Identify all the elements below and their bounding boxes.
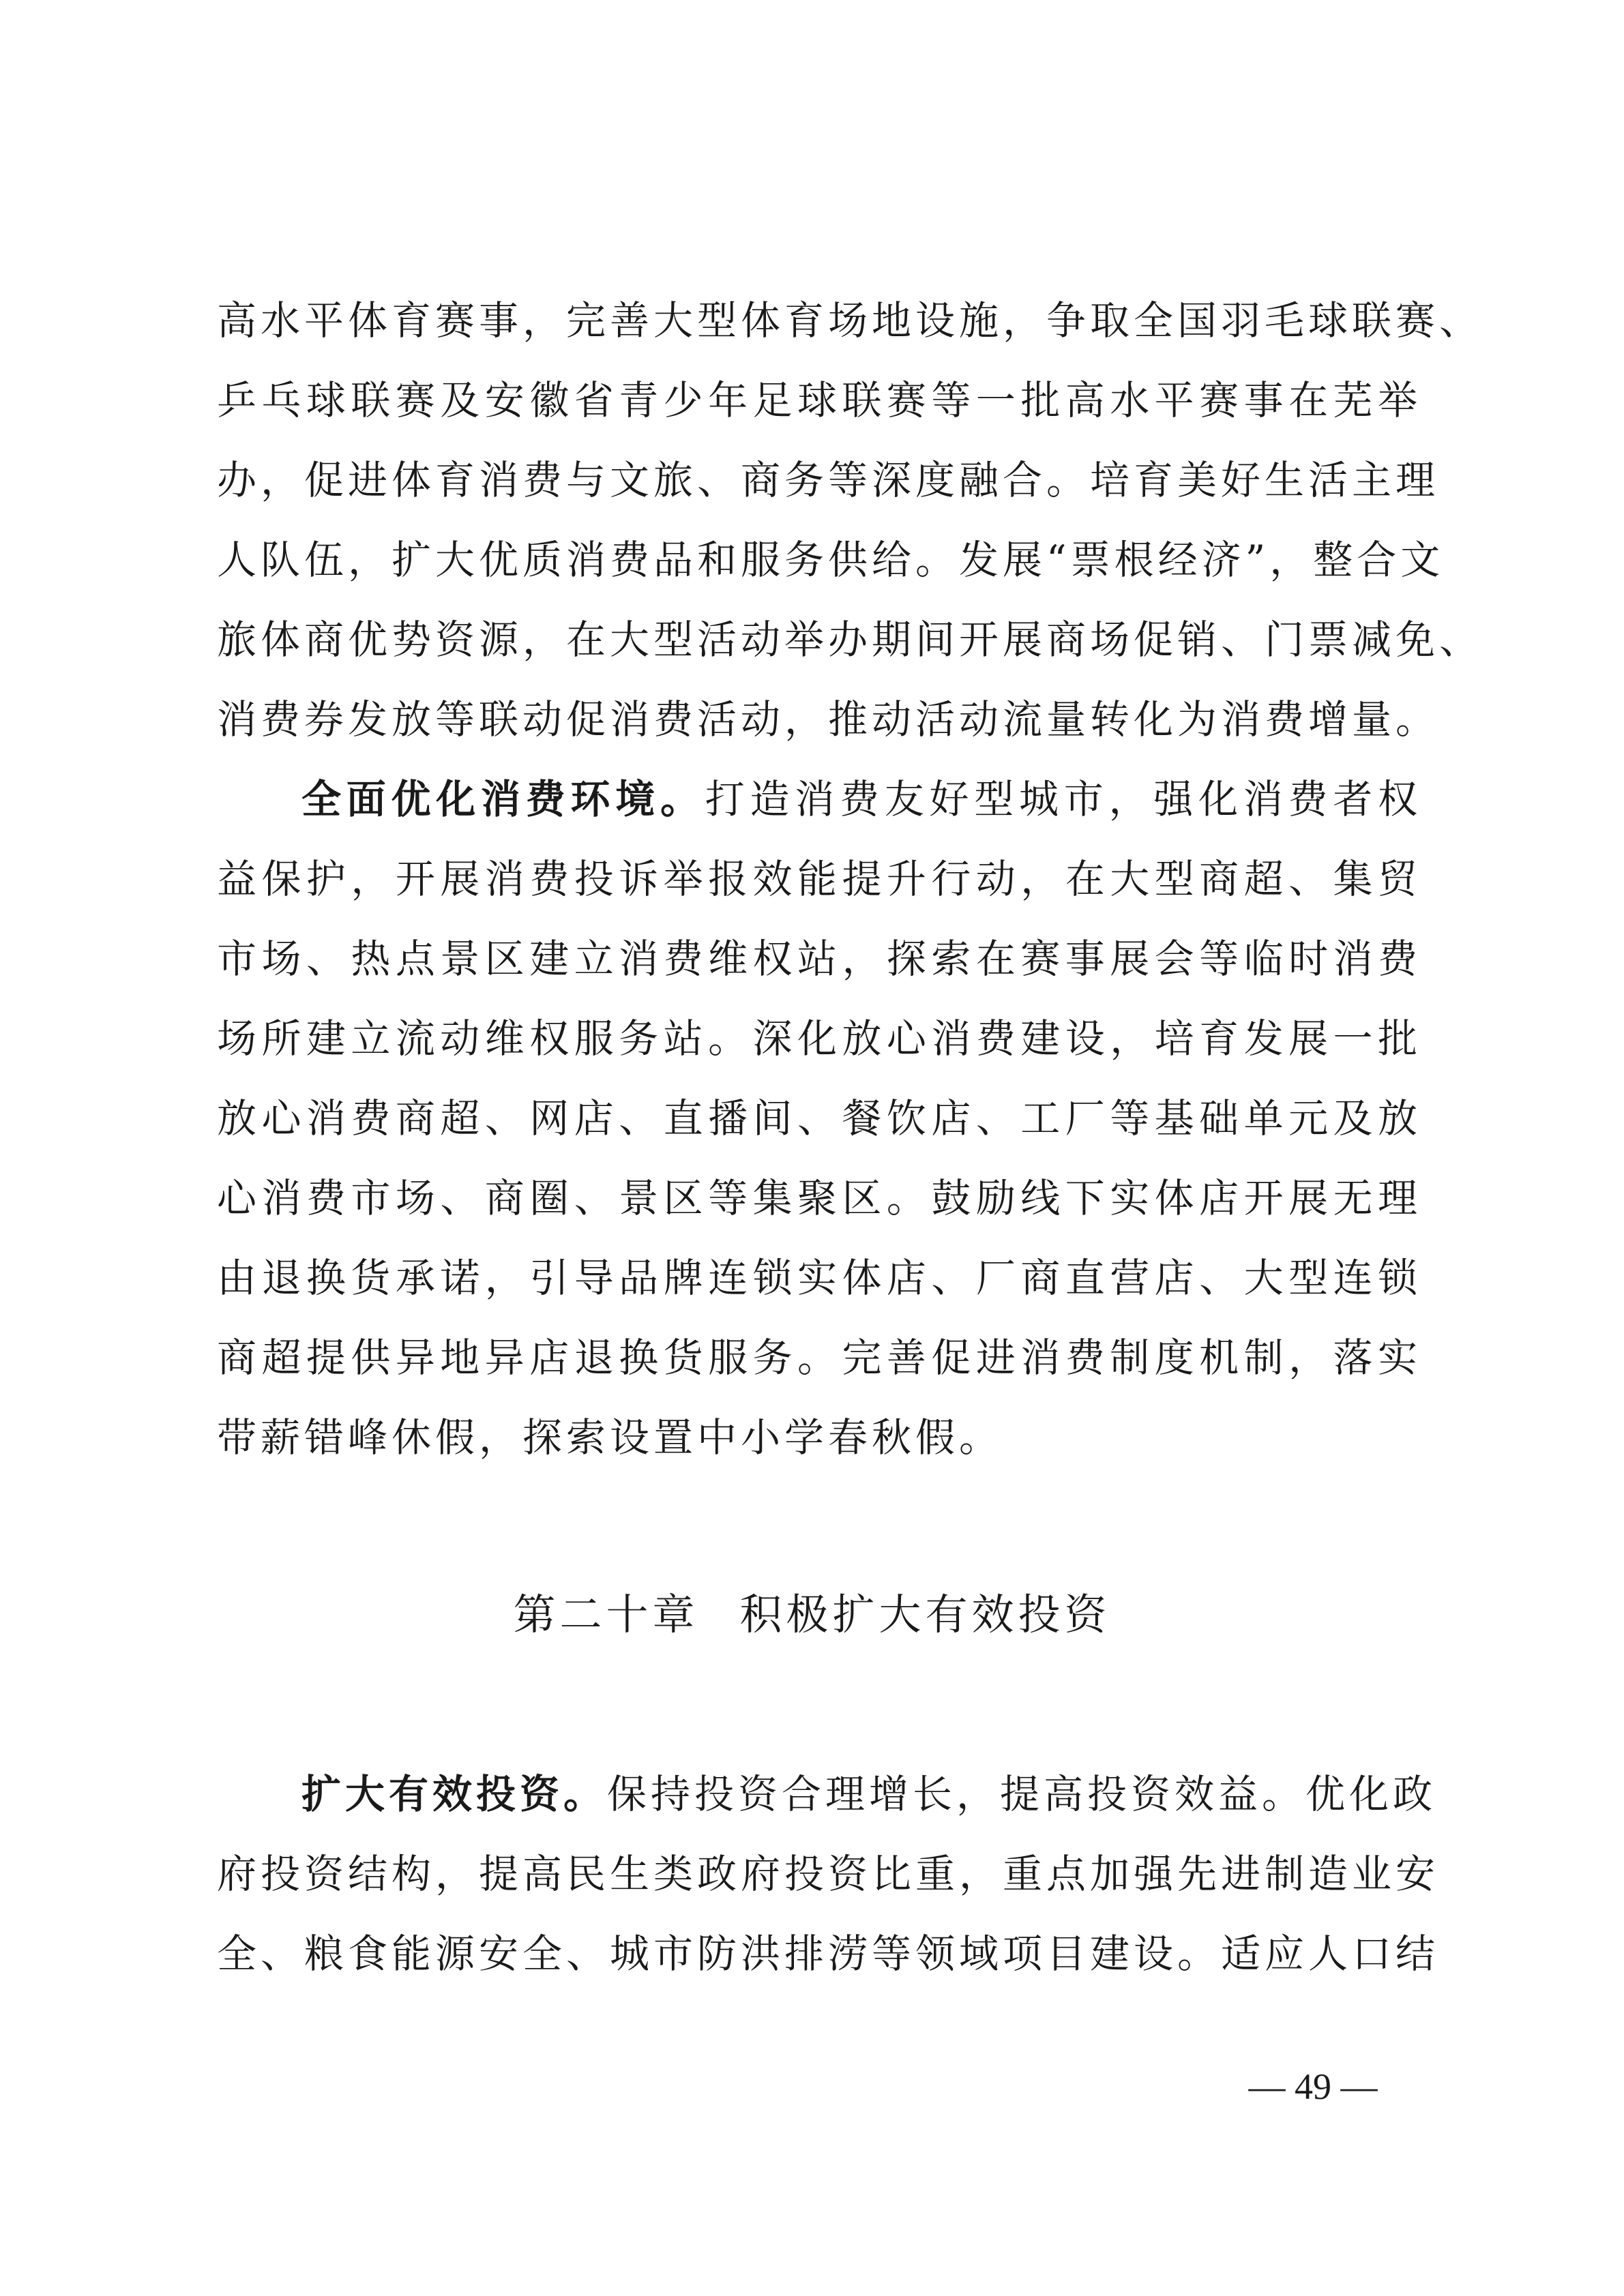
chapter-heading xyxy=(0,1584,1624,1645)
body-line: 消费券发放等联动促消费活动，推动活动流量转化为消费增量。 xyxy=(217,696,1440,743)
body-text-bottom xyxy=(217,1755,1440,1994)
body-line: 心消费市场、商圈、景区等集聚区。鼓励线下实体店开展无理 xyxy=(217,1175,1421,1221)
body-line: 高水平体育赛事，完善大型体育场地设施，争取全国羽毛球联赛、 xyxy=(217,297,1483,344)
paragraph-first-line xyxy=(217,1755,1437,1834)
body-line: 办，促进体育消费与文旅、商务等深度融合。培育美好生活主理 xyxy=(217,457,1440,503)
page-number: — 49 — xyxy=(1248,2066,1378,2107)
body-line: 益保护，开展消费投诉举报效能提升行动，在大型商超、集贸 xyxy=(217,856,1421,902)
body-line: 场所建立流动维权服务站。深化放心消费建设，培育发展一批 xyxy=(217,1015,1421,1062)
body-line: 旅体商优势资源，在大型活动举办期间开展商场促销、门票减免、 xyxy=(217,616,1483,663)
body-line: 府投资结构，提高民生类政府投资比重，重点加强先进制造业安 xyxy=(217,1851,1440,1897)
paragraph-first-line xyxy=(217,760,1421,839)
body-line: 带薪错峰休假，探索设置中小学春秋假。 xyxy=(217,1414,1003,1461)
paragraph-lead-heading: 扩大有效投资。 xyxy=(301,1771,608,1817)
body-line: 由退换货承诺，引导品牌连锁实体店、厂商直营店、大型连锁 xyxy=(217,1255,1421,1301)
body-line: 放心消费商超、网店、直播间、餐饮店、工厂等基础单元及放 xyxy=(217,1095,1421,1142)
body-line: 乒乓球联赛及安徽省青少年足球联赛等一批高水平赛事在芜举 xyxy=(217,377,1421,423)
body-line: 全、粮食能源安全、城市防洪排涝等领域项目建设。适应人口结 xyxy=(217,1930,1440,1977)
body-line: 人队伍，扩大优质消费品和服务供给。发展“票根经济”，整合文 xyxy=(217,537,1445,583)
body-line: 市场、热点景区建立消费维权站，探索在赛事展会等临时消费 xyxy=(217,936,1421,982)
paragraph-first-line-text: 保持投资合理增长，提高投资效益。优化政 xyxy=(607,1771,1437,1817)
paragraph-first-line-text: 打造消费友好型城市，强化消费者权 xyxy=(705,776,1421,822)
body-line: 商超提供异地异店退换货服务。完善促进消费制度机制，落实 xyxy=(217,1335,1421,1381)
chapter-number: 第二十章 xyxy=(513,1590,699,1639)
chapter-title-text: 积极扩大有效投资 xyxy=(739,1590,1111,1639)
body-text-top xyxy=(217,281,1483,1478)
paragraph-lead-heading: 全面优化消费环境。 xyxy=(301,776,705,822)
